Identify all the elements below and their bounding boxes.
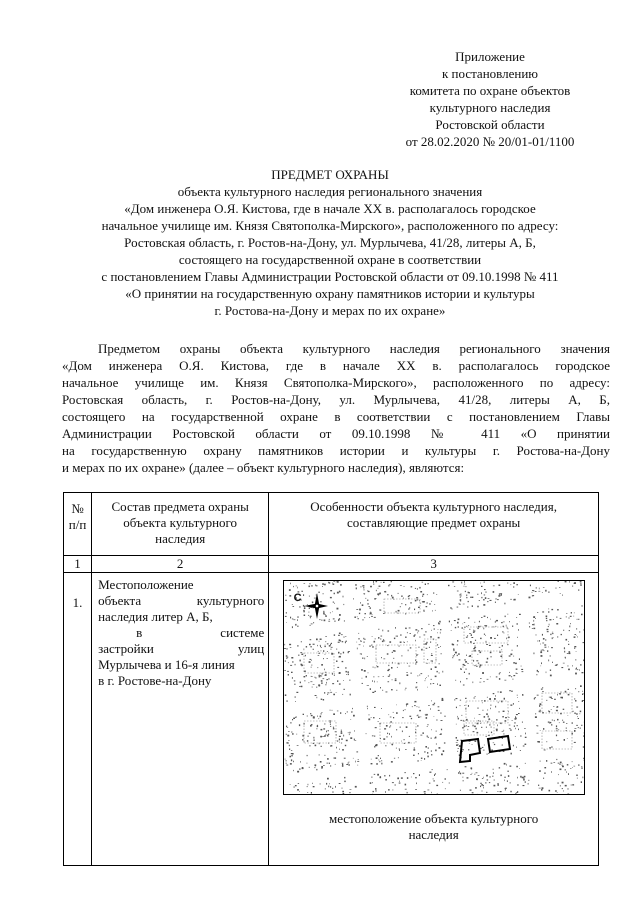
caption-line: наследия xyxy=(408,827,459,842)
header-cell-number xyxy=(64,493,92,556)
location-map xyxy=(283,580,585,795)
row-number: 1. xyxy=(64,573,92,866)
header-text: п/п xyxy=(68,517,87,532)
table-row xyxy=(64,573,599,866)
description-line: наследия литер А, Б, xyxy=(98,609,213,624)
document-heading xyxy=(50,166,610,319)
header-text: Состав предмета охраны xyxy=(111,499,249,514)
appendix-line: Ростовской области xyxy=(435,117,545,132)
header-cell-composition xyxy=(92,493,269,556)
heading-line: Ростовская область, г. Ростов-на-Дону, ул. Мурлычева, 41/28, литеры А, Б, xyxy=(124,235,536,250)
table-header-row xyxy=(64,493,599,556)
heading-line: объекта культурного наследия регионального значения xyxy=(177,184,483,199)
header-text: № xyxy=(71,501,84,516)
map-caption xyxy=(269,811,598,843)
body-line: начальное училище им. Князя Святополка-Мирского», расположенного по адресу: xyxy=(62,375,610,390)
column-number: 1 xyxy=(64,556,92,573)
map-drawing xyxy=(284,581,584,794)
appendix-block xyxy=(380,48,600,150)
heading-line: «Дом инженера О.Я. Кистова, где в начале XX в. располагалось городское xyxy=(124,201,536,216)
body-line: Предметом охраны объекта культурного наследия регионального значения xyxy=(98,341,610,356)
heading-line: «О принятии на государственную охрану памятников истории и культуры xyxy=(125,286,535,301)
body-line: и мерах по их охране» (далее – объект культурного наследия), являются: xyxy=(62,460,465,475)
body-paragraph xyxy=(62,340,610,476)
body-line: Администрации Ростовской области от 09.10.1998 № 411 «О принятии xyxy=(62,426,610,441)
header-text: Особенности объекта культурного наследия, xyxy=(310,499,557,514)
appendix-line: комитета по охране объектов xyxy=(409,83,571,98)
document-title: ПРЕДМЕТ ОХРАНЫ xyxy=(271,167,389,182)
column-number-row xyxy=(64,556,599,573)
heading-line: начальное училище им. Князя Святополка-Мирского», расположенного по адресу: xyxy=(101,218,559,233)
appendix-line: Приложение xyxy=(455,49,525,64)
description-line: Мурлычева и 16-я линия xyxy=(98,657,235,672)
object-outline-a xyxy=(460,739,480,762)
compass-icon xyxy=(298,591,328,621)
compass-north-label: С xyxy=(293,592,302,604)
appendix-line: от 28.02.2020 № 20/01-01/1100 xyxy=(405,134,575,149)
heading-line: с постановлением Главы Администрации Ростовской области от 09.10.1998 № 411 xyxy=(101,269,559,284)
appendix-line: культурного наследия xyxy=(429,100,551,115)
caption-line: местоположение объекта культурного xyxy=(328,811,539,826)
header-text: составляющие предмет охраны xyxy=(346,515,521,530)
row-description xyxy=(92,573,269,866)
description-line: в г. Ростове-на-Дону xyxy=(98,673,212,688)
body-line: состоящего на государственной охране в соответствии с постановлением Главы xyxy=(62,409,610,424)
heading-line: г. Ростова-на-Дону и мерах по их охране» xyxy=(214,303,446,318)
description-line: застройки улиц xyxy=(98,641,265,656)
heading-line: состоящего на государственной охране в соответствии xyxy=(178,252,482,267)
protection-table xyxy=(63,492,599,866)
column-number: 2 xyxy=(92,556,269,573)
description-line: Местоположение xyxy=(98,577,194,592)
header-cell-features xyxy=(269,493,599,556)
body-line: «Дом инженера О.Я. Кистова, где в начале XX в. располагалось городское xyxy=(62,358,610,373)
row-features xyxy=(269,573,599,866)
body-line: Ростовская область, г. Ростов-на-Дону, ул. Мурлычева, 41/28, литеры А, Б, xyxy=(62,392,610,407)
description-line: объекта культурного xyxy=(98,593,265,608)
column-number: 3 xyxy=(269,556,599,573)
header-text: наследия xyxy=(155,531,206,546)
appendix-line: к постановлению xyxy=(441,66,539,81)
body-line: на государственную охрану памятников истории и культуры г. Ростова-на-Дону xyxy=(62,443,610,458)
header-text: объекта культурного xyxy=(123,515,238,530)
description-line: в системе xyxy=(136,625,265,640)
